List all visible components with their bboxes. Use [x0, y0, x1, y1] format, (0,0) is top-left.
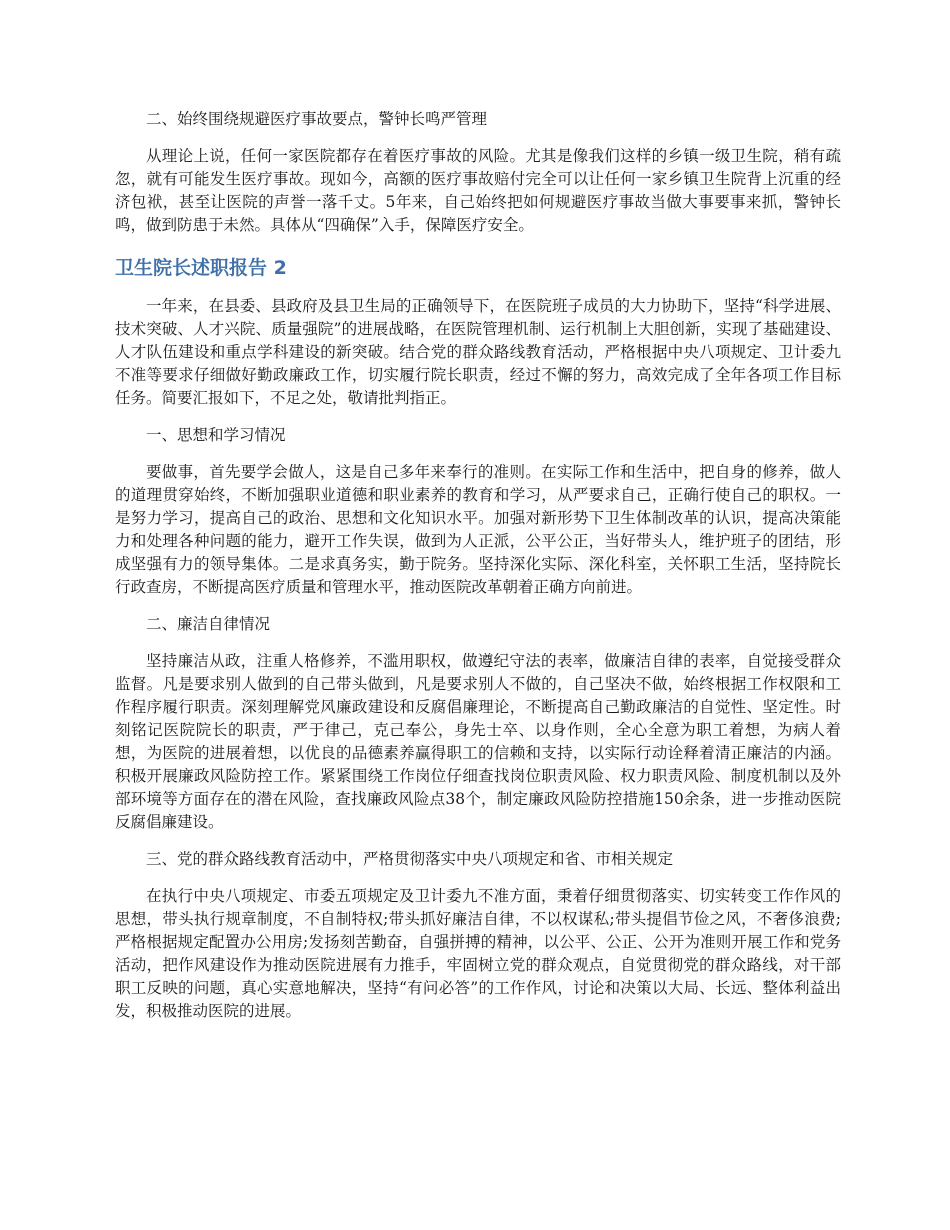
section-paragraph-thought-study: 要做事，首先要学会做人，这是自己多年来奉行的准则。在实际工作和生活中，把自身的修养，做人的道理贯穿始终，不断加强职业道德和职业素养的教育和学习，从严要求自己，正确行使自己的职权。一是努力学习，提高自己的政治、思想和文化知识水平。加强对新形势下卫生体制改革的认识，提高决策能力和处理各种问题的能力，避开工作失误，做到为人正派，公平公正，当好带头人，维护班子的团结，形成坚强有力的领导集体。二是求真务实，勤于院务。坚持深化实际、深化科室，关怀职工生活，坚持院长行政查房，不断提高医疗质量和管理水平，推动医院改革朝着正确方向前进。	[115, 463, 841, 596]
section-heading-integrity: 二、廉洁自律情况	[146, 615, 271, 633]
report-title: 卫生院长述职报告 2	[115, 257, 287, 279]
section-paragraph-integrity: 坚持廉洁从政，注重人格修养，不滥用职权，做遵纪守法的表率，做廉洁自律的表率，自觉接受群众监督。凡是要求别人做到的自己带头做到，凡是要求别人不做的，自己坚决不做，始终根据工作权限和工作程序履行职责。深刻理解党风廉政建设和反腐倡廉理论，不断提高自己勤政廉洁的自觉性、坚定性。时刻铭记医院院长的职责，严于律己，克己奉公，身先士卒、以身作则，全心全意为职工着想，为病人着想，为医院的进展着想，以优良的品德素养赢得职工的信赖和支持，以实际行动诠释着清正廉洁的内涵。积极开展廉政风险防控工作。紧紧围绕工作岗位仔细查找岗位职责风险、权力职责风险、制度机制以及外部环境等方面存在的潜在风险，查找廉政风险点38个，制定廉政风险防控措施150余条，进一步推动医院反腐倡廉建设。	[115, 652, 841, 831]
section-heading-thought-study: 一、思想和学习情况	[146, 426, 286, 444]
intro-heading: 二、始终围绕规避医疗事故要点，警钟长鸣严管理	[146, 110, 488, 128]
document-page	[115, 108, 841, 1023]
report-opening-paragraph: 一年来，在县委、县政府及县卫生局的正确领导下，在医院班子成员的大力协助下，坚持“科学进展、技术突破、人才兴院、质量强院”的进展战略，在医院管理机制、运行机制上大胆创新，实现了基础建设、人才队伍建设和重点学科建设的新突破。结合党的群众路线教育活动，严格根据中央八项规定、卫计委九不准等要求仔细做好勤政廉政工作，切实履行院长职责，经过不懈的努力，高效完成了全年各项工作目标任务。简要汇报如下，不足之处，敬请批判指正。	[115, 297, 841, 407]
section-paragraph-mass-line: 在执行中央八项规定、市委五项规定及卫计委九不准方面，秉着仔细贯彻落实、切实转变工作作风的思想，带头执行规章制度，不自制特权;带头抓好廉洁自律，不以权谋私;带头提倡节俭之风，不奢侈浪费;严格根据规定配置办公用房;发扬刻苦勤奋，自强拼搏的精神，以公平、公正、公开为准则开展工作和党务活动，把作风建设作为推动医院进展有力推手，牢固树立党的群众观点，自觉贯彻党的群众路线，对干部职工反映的问题，真心实意地解决，坚持“有问必答”的工作作风，讨论和决策以大局、长远、整体利益出发，积极推动医院的进展。	[115, 887, 841, 1020]
section-heading-mass-line: 三、党的群众路线教育活动中，严格贯彻落实中央八项规定和省、市相关规定	[146, 850, 674, 868]
intro-paragraph: 从理论上说，任何一家医院都存在着医疗事故的风险。尤其是像我们这样的乡镇一级卫生院，稍有疏忽，就有可能发生医疗事故。现如今，高额的医疗事故赔付完全可以让任何一家乡镇卫生院背上沉重的经济包袱，甚至让医院的声誉一落千丈。5年来，自己始终把如何规避医疗事故当做大事要事来抓，警钟长鸣，做到防患于未然。具体从“四确保”入手，保障医疗安全。	[115, 147, 841, 234]
